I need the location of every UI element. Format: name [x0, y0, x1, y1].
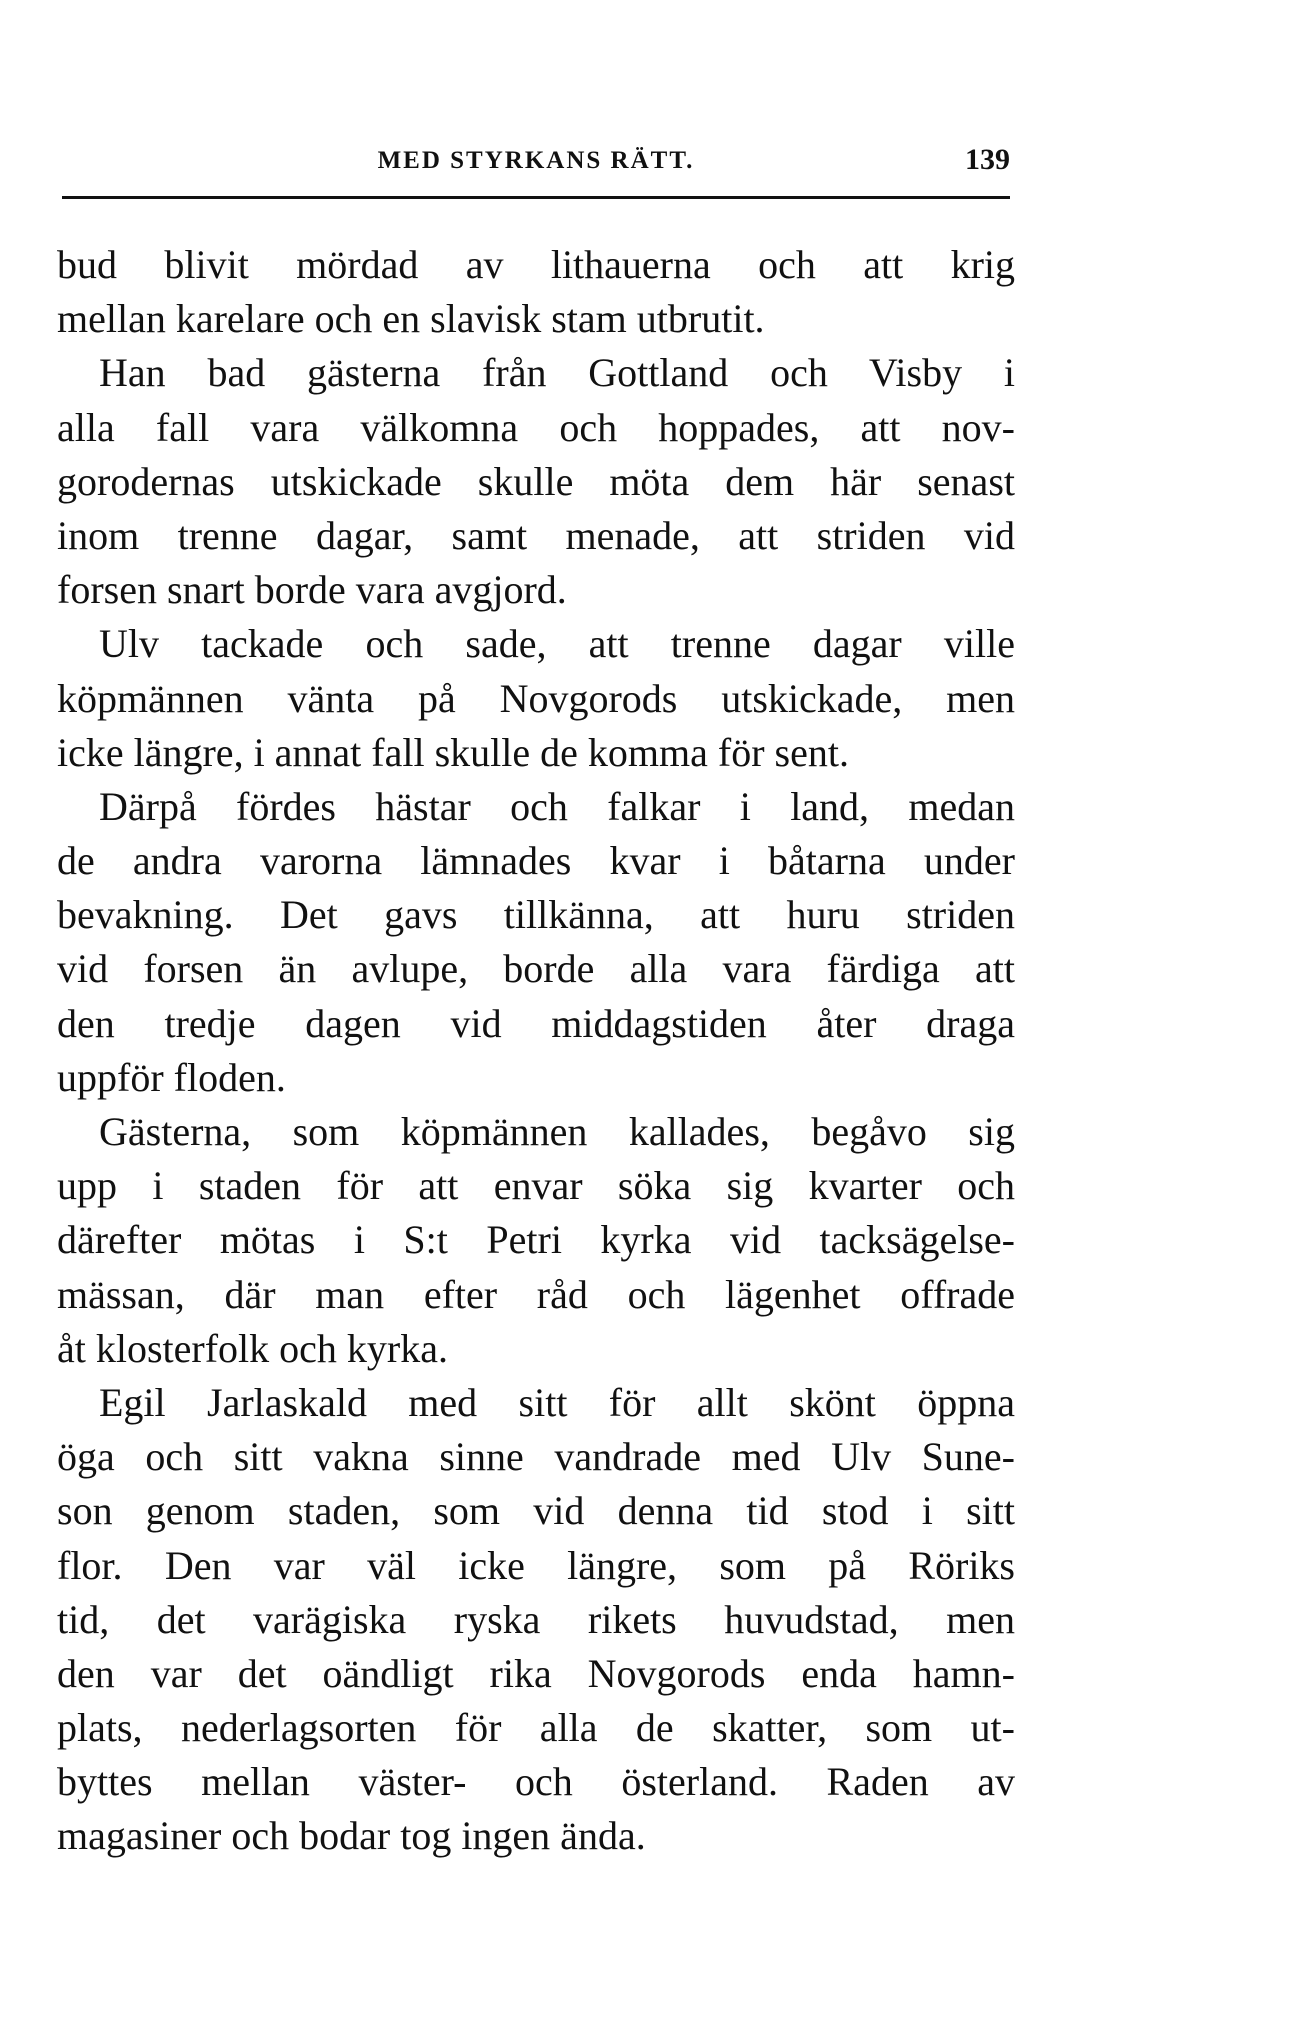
text-line: icke längre, i annat fall skulle de komma för sent. — [57, 729, 849, 775]
page-number: 139 — [965, 143, 1010, 176]
text-line: vid forsen än avlupe, borde alla vara färdiga att — [57, 946, 1015, 992]
text-line: öga och sitt vakna sinne vandrade med Ulv Sune- — [57, 1434, 1015, 1480]
text-line: Gästerna, som köpmännen kallades, begåvo sig — [99, 1109, 1015, 1154]
text-line: Ulv tackade och sade, att trenne dagar ville — [99, 621, 1015, 667]
header-rule — [62, 196, 1010, 199]
body-text — [57, 238, 1015, 1864]
text-line: plats, nederlagsorten för alla de skatter, som ut- — [57, 1705, 1015, 1751]
text-line: flor. Den var väl icke längre, som på Röriks — [57, 1542, 1015, 1588]
text-line: gorodernas utskickade skulle möta dem här senast — [57, 458, 1015, 504]
text-line: alla fall vara välkomna och hoppades, att nov- — [57, 404, 1015, 450]
text-line: uppför floden. — [57, 1054, 286, 1100]
text-line: de andra varorna lämnades kvar i båtarna under — [57, 838, 1015, 884]
text-line: tid, det varägiska ryska rikets huvudstad, men — [57, 1596, 1015, 1642]
running-head — [62, 143, 1010, 187]
text-line: åt klosterfolk och kyrka. — [57, 1325, 448, 1371]
text-line: den tredje dagen vid middagstiden åter draga — [57, 1000, 1015, 1046]
text-line: Egil Jarlaskald med sitt för allt skönt öppna — [99, 1379, 1015, 1425]
text-line: Han bad gästerna från Gottland och Visby i — [99, 350, 1015, 396]
text-line: Därpå fördes hästar och falkar i land, medan — [99, 783, 1015, 829]
text-line: mellan karelare och en slavisk stam utbrutit. — [57, 296, 765, 342]
text-line: byttes mellan väster- och österland. Raden av — [57, 1759, 1015, 1805]
text-line: köpmännen vänta på Novgorods utskickade, men — [57, 675, 1015, 721]
text-line: bevakning. Det gavs tillkänna, att huru striden — [57, 892, 1015, 938]
text-line: bud blivit mördad av lithauerna och att krig — [57, 242, 1015, 287]
text-line: magasiner och bodar tog ingen ända. — [57, 1813, 646, 1859]
text-line: mässan, där man efter råd och lägenhet offrade — [57, 1271, 1015, 1317]
text-line: forsen snart borde vara avgjord. — [57, 567, 567, 613]
text-line: son genom staden, som vid denna tid stod i sitt — [57, 1488, 1015, 1534]
text-line: därefter mötas i S:t Petri kyrka vid tacksägelse- — [57, 1217, 1015, 1263]
text-line: inom trenne dagar, samt menade, att striden vid — [57, 512, 1015, 558]
running-title: MED STYRKANS RÄTT. — [377, 147, 695, 174]
text-line: den var det oändligt rika Novgorods enda hamn- — [57, 1650, 1015, 1696]
text-line: upp i staden för att envar söka sig kvarter och — [57, 1163, 1015, 1209]
